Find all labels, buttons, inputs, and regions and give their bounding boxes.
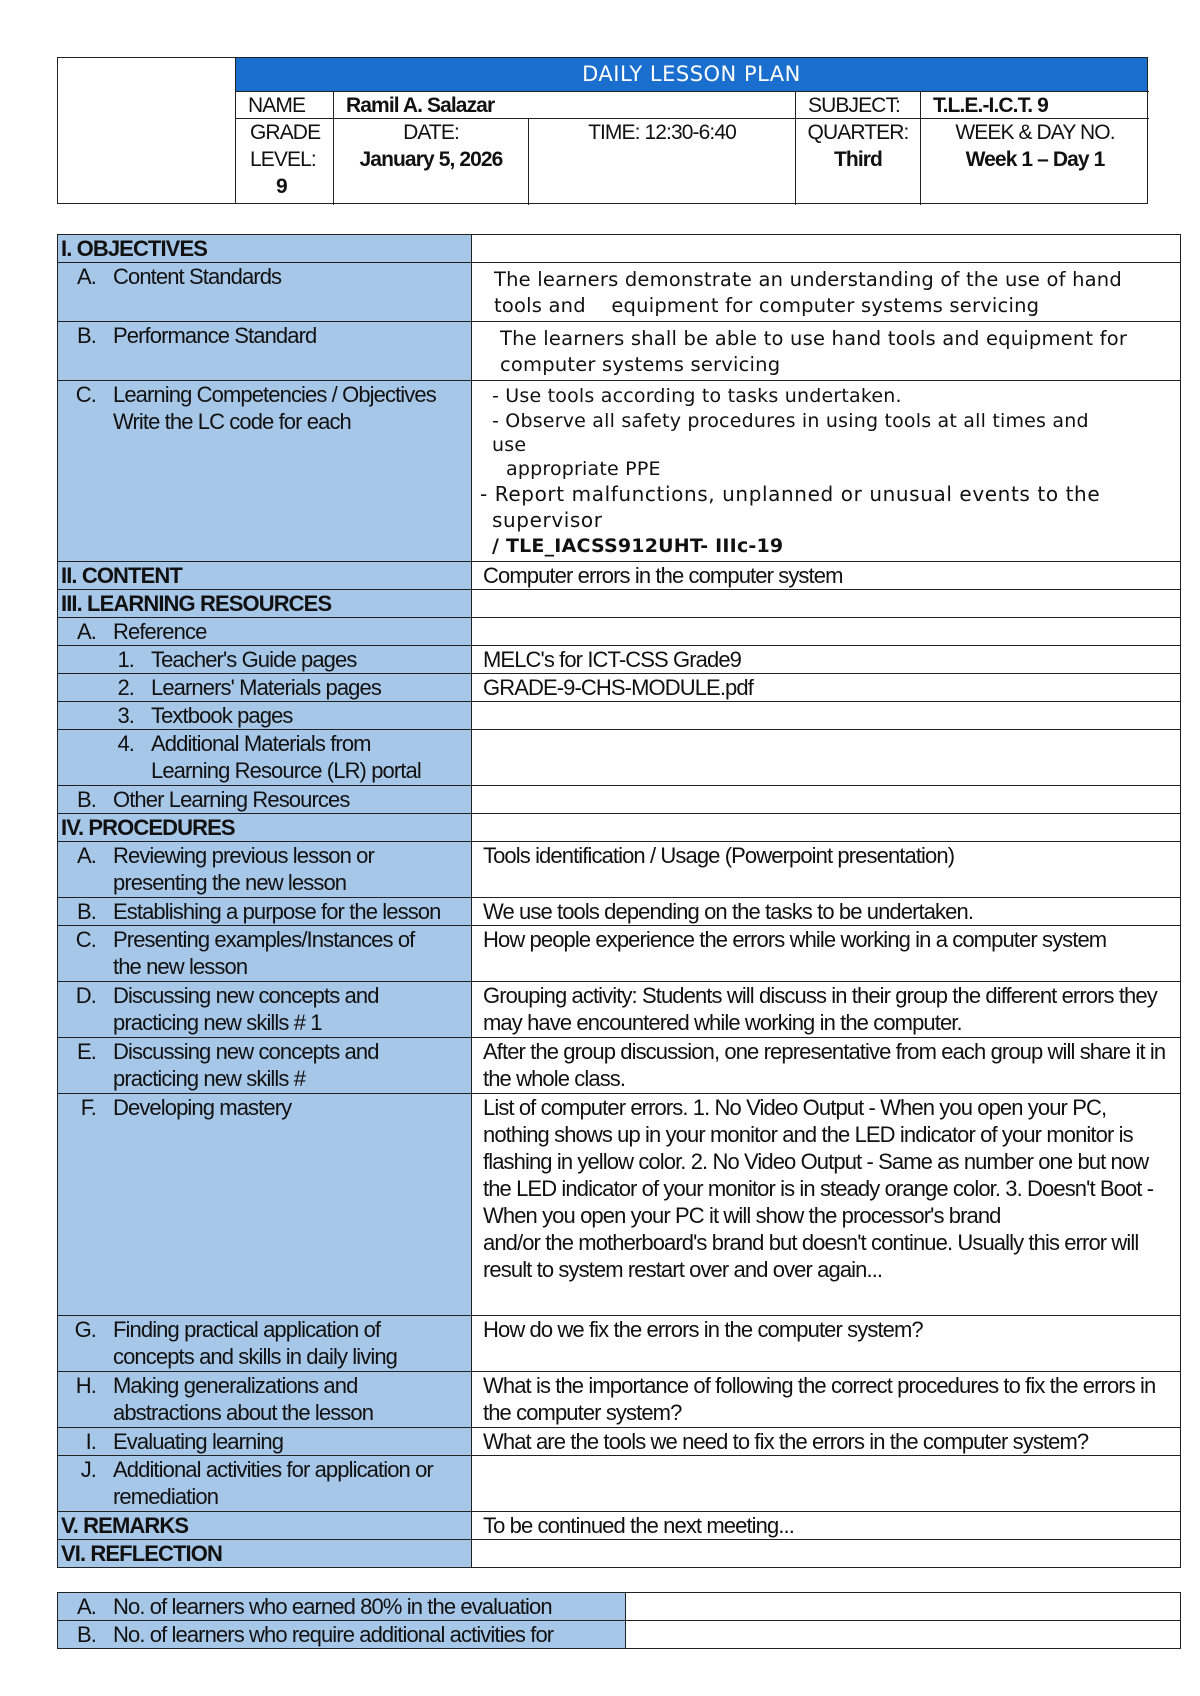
procedure-value: Grouping activity: Students will discuss in their group the different errors they may have encountered while working in the computer. <box>472 982 1181 1038</box>
procedure-label: Establishing a purpose for the lesson <box>113 899 441 924</box>
grade-label-line1: GRADE <box>250 121 321 144</box>
procedure-label: Reviewing previous lesson or presenting the new lesson <box>113 843 374 895</box>
date-cell <box>334 118 529 205</box>
resource-row <box>58 702 1181 730</box>
procedure-value: What is the importance of following the correct procedures to fix the errors in the computer system? <box>472 1372 1181 1428</box>
procedure-marker: A. <box>77 843 96 868</box>
resource-row <box>58 674 1181 702</box>
name-value: Ramil A. Salazar <box>334 91 796 118</box>
procedure-value: How do we fix the errors in the computer system? <box>472 1316 1181 1372</box>
procedure-label: Making generalizations and abstractions about the lesson <box>113 1373 374 1425</box>
procedure-row <box>58 1372 1181 1428</box>
resource-marker: 1. <box>117 647 134 672</box>
reflection-table <box>57 1592 1181 1649</box>
other-resources-marker: B. <box>77 787 96 812</box>
resources-heading-row <box>58 590 1181 618</box>
procedure-marker: I. <box>85 1429 96 1454</box>
week-value: Week 1 – Day 1 <box>965 148 1105 171</box>
procedure-value: Tools identification / Usage (Powerpoint presentation) <box>472 842 1181 898</box>
procedure-marker: J. <box>80 1457 96 1482</box>
resource-label: Learners' Materials pages <box>151 675 381 700</box>
competency-2: - Observe all safety procedures in using tools at all times and use appropriate PPE <box>492 410 1089 480</box>
subject-value: T.L.E.-I.C.T. 9 <box>921 91 1149 118</box>
grade-label-line2: LEVEL: <box>250 148 316 171</box>
procedure-marker: C. <box>75 927 96 952</box>
lc-code: / TLE_IACSS912UHT- IIIc-19 <box>492 535 784 557</box>
other-resources-row <box>58 786 1181 814</box>
date-label: DATE: <box>403 121 459 144</box>
resource-value: MELC's for ICT-CSS Grade9 <box>472 646 1181 674</box>
subject-label: SUBJECT: <box>796 91 921 118</box>
reference-row <box>58 618 1181 646</box>
remarks-heading: V. REMARKS <box>58 1512 472 1540</box>
date-value: January 5, 2026 <box>359 148 503 171</box>
content-standards-label: Content Standards <box>113 264 282 289</box>
procedure-value: After the group discussion, one representative from each group will share it in the whole class. <box>472 1038 1181 1094</box>
procedure-value: We use tools depending on the tasks to be undertaken. <box>472 898 1181 926</box>
reference-marker: A. <box>77 619 96 644</box>
logo-cell <box>58 58 236 203</box>
reflection-label: No. of learners who require additional activities for <box>113 1622 554 1647</box>
competencies-value <box>472 381 1181 562</box>
procedure-value <box>472 1456 1181 1512</box>
competency-1: - Use tools according to tasks undertaken. <box>492 385 902 407</box>
procedure-label: Discussing new concepts and practicing new skills # <box>113 1039 379 1091</box>
time-cell <box>529 118 796 205</box>
procedure-marker: H. <box>75 1373 96 1398</box>
week-day-cell <box>921 118 1149 205</box>
procedure-value: What are the tools we need to fix the errors in the computer system? <box>472 1428 1181 1456</box>
procedure-row <box>58 982 1181 1038</box>
week-label: WEEK & DAY NO. <box>955 121 1115 144</box>
name-label: NAME <box>236 91 334 118</box>
performance-standard-value: The learners shall be able to use hand tools and equipment for computer systems servicing <box>472 322 1181 381</box>
reflection-row <box>58 1593 1181 1621</box>
competencies-marker: C. <box>75 382 96 407</box>
lesson-plan-table <box>57 234 1181 1568</box>
reflection-marker: A. <box>77 1594 96 1619</box>
mastery-value: List of computer errors. 1. No Video Output - When you open your PC, nothing shows up in your monitor and the LED indicator of your monitor is flashing in yellow color. 2. No Video Output - Same as number one but now the LED indicator of your monitor is in steady orange color. 3. Doesn't Boot - When you open your PC it will show the processor's brand and/or the motherboard's brand but doesn't continue. Usually this error will result to system restart over and over again... <box>472 1094 1181 1316</box>
procedure-row <box>58 1316 1181 1372</box>
quarter-value: Third <box>834 148 882 171</box>
resource-value <box>472 702 1181 730</box>
procedure-row <box>58 898 1181 926</box>
remarks-row <box>58 1512 1181 1540</box>
procedure-marker: B. <box>77 899 96 924</box>
procedure-row <box>58 1428 1181 1456</box>
competency-3: - Report malfunctions, unplanned or unusual events to the supervisor <box>480 482 1101 532</box>
resource-value: GRADE-9-CHS-MODULE.pdf <box>472 674 1181 702</box>
content-heading: II. CONTENT <box>58 562 472 590</box>
procedures-heading-row <box>58 814 1181 842</box>
objectives-heading: I. OBJECTIVES <box>58 235 472 263</box>
remarks-value: To be continued the next meeting... <box>472 1512 1181 1540</box>
resource-marker: 2. <box>117 675 134 700</box>
procedure-label: Evaluating learning <box>113 1429 284 1454</box>
performance-standard-label: Performance Standard <box>113 323 317 348</box>
resource-marker: 3. <box>117 703 134 728</box>
procedure-marker: F. <box>80 1095 96 1120</box>
grade-level-cell <box>236 118 334 205</box>
procedure-marker: D. <box>75 983 96 1008</box>
procedure-row <box>58 1094 1181 1316</box>
content-standards-row <box>58 263 1181 322</box>
procedure-marker: E. <box>77 1039 96 1064</box>
procedures-heading: IV. PROCEDURES <box>58 814 472 842</box>
procedure-label: Developing mastery <box>113 1095 292 1120</box>
other-resources-label: Other Learning Resources <box>113 787 350 812</box>
procedure-row <box>58 1038 1181 1094</box>
content-row <box>58 562 1181 590</box>
reference-label: Reference <box>113 619 207 644</box>
objectives-heading-row <box>58 235 1181 263</box>
reflection-value <box>626 1621 1181 1649</box>
resource-row <box>58 730 1181 786</box>
resource-label: Additional Materials from Learning Resource (LR) portal <box>151 731 421 783</box>
resource-value <box>472 730 1181 786</box>
reflection-heading-row <box>58 1540 1181 1568</box>
competencies-row <box>58 381 1181 562</box>
resources-heading: III. LEARNING RESOURCES <box>58 590 472 618</box>
procedure-row <box>58 842 1181 898</box>
lesson-plan-header <box>57 57 1148 204</box>
resource-row <box>58 646 1181 674</box>
resource-label: Teacher's Guide pages <box>151 647 357 672</box>
performance-standard-marker: B. <box>77 323 96 348</box>
procedure-label: Additional activities for application or remediation <box>113 1457 433 1509</box>
reflection-label: No. of learners who earned 80% in the evaluation <box>113 1594 552 1619</box>
procedure-marker: G. <box>74 1317 96 1342</box>
performance-standard-row <box>58 322 1181 381</box>
procedure-row <box>58 1456 1181 1512</box>
page-title: DAILY LESSON PLAN <box>236 58 1147 91</box>
resource-label: Textbook pages <box>151 703 293 728</box>
procedure-label: Discussing new concepts and practicing new skills # 1 <box>113 983 379 1035</box>
content-standards-value: The learners demonstrate an understanding of the use of hand tools and equipment for computer systems servicing <box>472 263 1181 322</box>
reflection-row <box>58 1621 1181 1649</box>
reflection-value <box>626 1593 1181 1621</box>
quarter-cell <box>796 118 921 205</box>
resource-marker: 4. <box>117 731 134 756</box>
procedure-value: How people experience the errors while working in a computer system <box>472 926 1181 982</box>
procedure-row <box>58 926 1181 982</box>
content-standards-marker: A. <box>77 264 96 289</box>
competencies-label: Learning Competencies / Objectives Write the LC code for each <box>113 382 436 434</box>
procedure-label: Presenting examples/Instances of the new lesson <box>113 927 415 979</box>
reflection-marker: B. <box>77 1622 96 1647</box>
quarter-label: QUARTER: <box>807 121 909 144</box>
content-value: Computer errors in the computer system <box>472 562 1181 590</box>
reflection-heading: VI. REFLECTION <box>58 1540 472 1568</box>
time-label: TIME: 12:30-6:40 <box>588 121 736 144</box>
grade-value: 9 <box>276 175 287 198</box>
procedure-label: Finding practical application of concepts and skills in daily living <box>113 1317 397 1369</box>
